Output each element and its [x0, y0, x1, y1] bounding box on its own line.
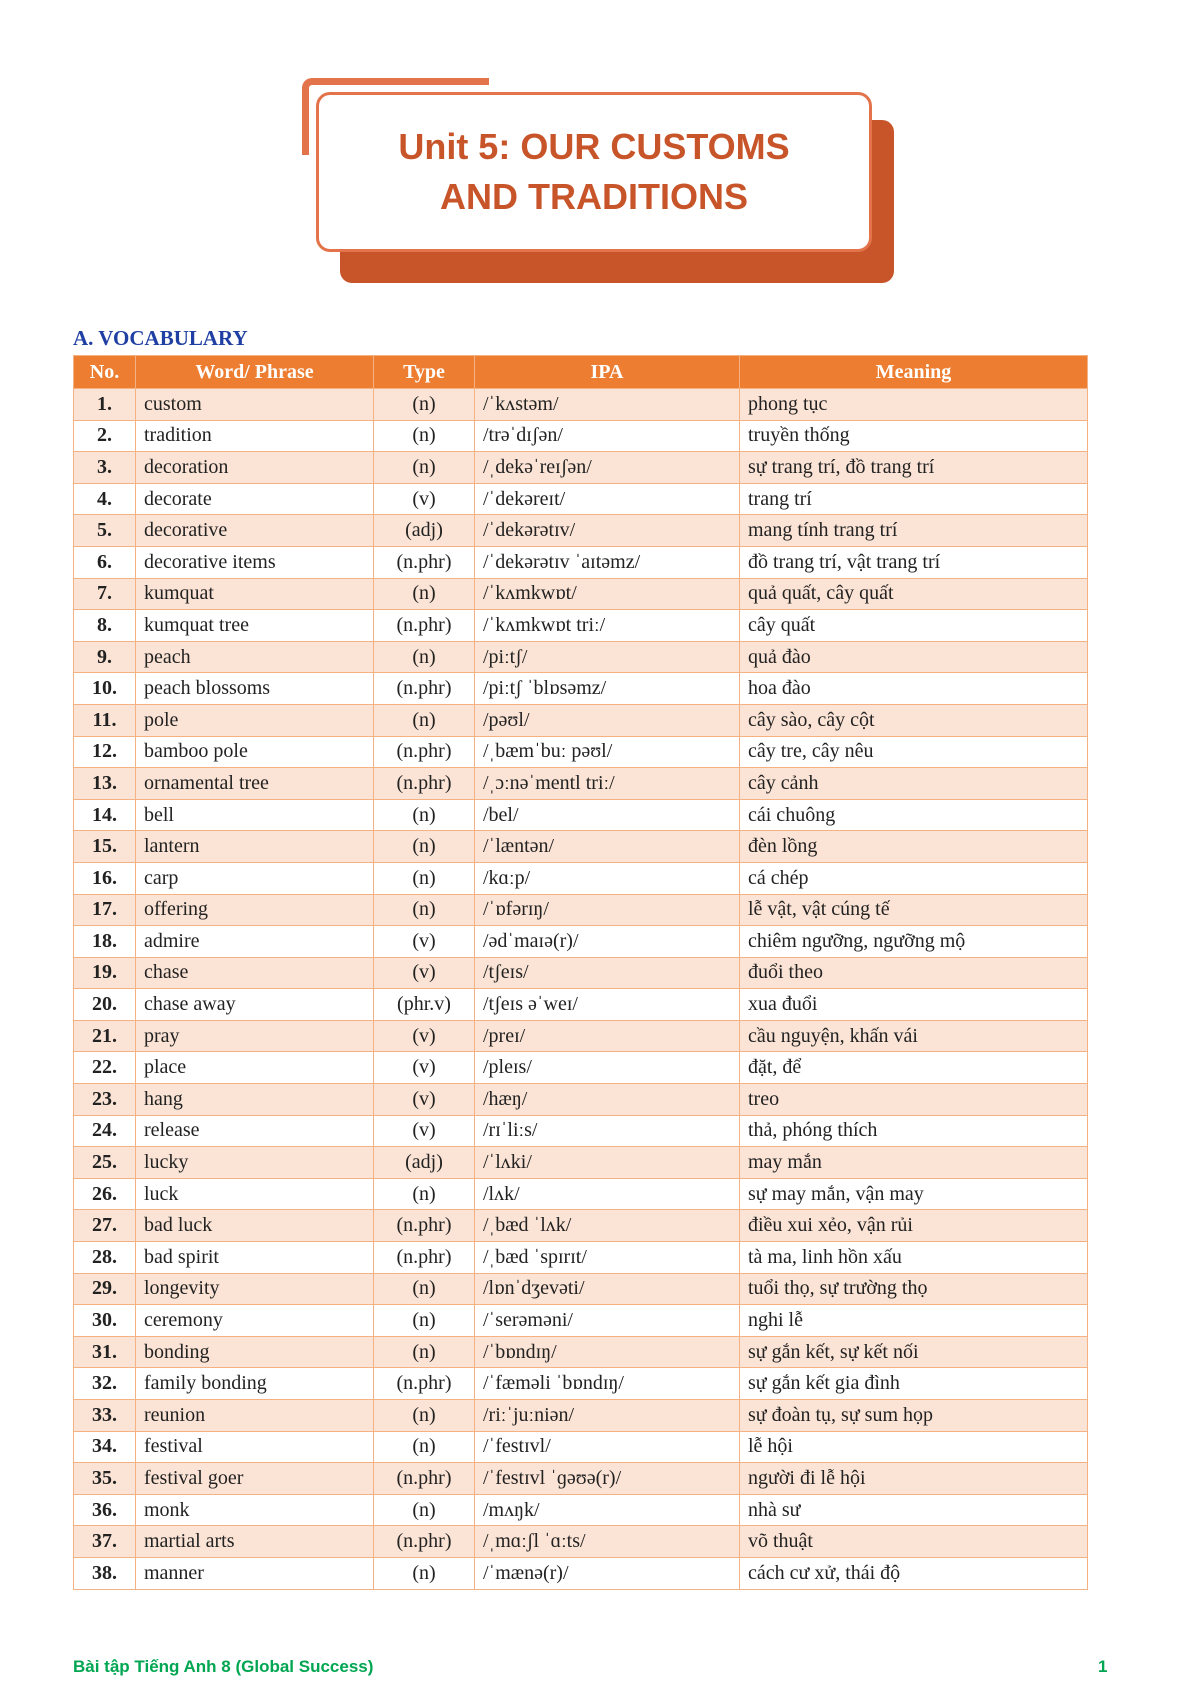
cell-ipa: /ˌbæmˈbuː pəʊl/: [475, 736, 740, 768]
cell-meaning: tuổi thọ, sự trường thọ: [740, 1273, 1088, 1305]
cell-word: peach blossoms: [136, 673, 374, 705]
cell-ipa: /ˈkʌmkwɒt/: [475, 578, 740, 610]
cell-ipa: /ədˈmaɪə(r)/: [475, 926, 740, 958]
table-row: [74, 420, 1088, 452]
table-row: [74, 926, 1088, 958]
cell-no: 5.: [74, 515, 136, 547]
cell-ipa: /trəˈdɪʃən/: [475, 420, 740, 452]
cell-no: 34.: [74, 1431, 136, 1463]
cell-type: (n): [374, 1178, 475, 1210]
cell-meaning: cá chép: [740, 862, 1088, 894]
table-header-row: [74, 356, 1088, 389]
cell-word: reunion: [136, 1400, 374, 1432]
cell-ipa: /ˈmænə(r)/: [475, 1557, 740, 1589]
vocabulary-table: [73, 355, 1088, 1590]
cell-ipa: /ˌbæd ˈspɪrɪt/: [475, 1242, 740, 1274]
cell-word: festival goer: [136, 1463, 374, 1495]
cell-meaning: đặt, để: [740, 1052, 1088, 1084]
cell-meaning: điều xui xẻo, vận rủi: [740, 1210, 1088, 1242]
cell-no: 4.: [74, 483, 136, 515]
cell-word: release: [136, 1115, 374, 1147]
cell-meaning: phong tục: [740, 389, 1088, 421]
cell-type: (adj): [374, 515, 475, 547]
column-header-no: No.: [74, 356, 136, 389]
cell-type: (n.phr): [374, 768, 475, 800]
column-header-meaning: Meaning: [740, 356, 1088, 389]
table-row: [74, 1526, 1088, 1558]
cell-ipa: /ˌbæd ˈlʌk/: [475, 1210, 740, 1242]
cell-meaning: cây sào, cây cột: [740, 704, 1088, 736]
cell-ipa: /ˈkʌmkwɒt triː/: [475, 610, 740, 642]
cell-no: 12.: [74, 736, 136, 768]
page-title: Unit 5: OUR CUSTOMS AND TRADITIONS: [398, 126, 790, 217]
cell-meaning: nghi lễ: [740, 1305, 1088, 1337]
cell-type: (n): [374, 1305, 475, 1337]
cell-ipa: /tʃeɪs əˈweɪ/: [475, 989, 740, 1021]
table-row: [74, 641, 1088, 673]
table-row: [74, 894, 1088, 926]
cell-ipa: /ˈlʌki/: [475, 1147, 740, 1179]
cell-word: chase: [136, 957, 374, 989]
cell-meaning: quả đào: [740, 641, 1088, 673]
cell-no: 30.: [74, 1305, 136, 1337]
cell-word: place: [136, 1052, 374, 1084]
table-row: [74, 673, 1088, 705]
cell-no: 19.: [74, 957, 136, 989]
table-row: [74, 1020, 1088, 1052]
cell-no: 36.: [74, 1494, 136, 1526]
cell-meaning: lễ hội: [740, 1431, 1088, 1463]
table-row: [74, 1557, 1088, 1589]
cell-type: (v): [374, 1084, 475, 1116]
cell-type: (n): [374, 452, 475, 484]
cell-type: (n.phr): [374, 1210, 475, 1242]
cell-ipa: /kɑːp/: [475, 862, 740, 894]
cell-type: (n.phr): [374, 610, 475, 642]
cell-type: (n): [374, 894, 475, 926]
table-row: [74, 1242, 1088, 1274]
table-row: [74, 1210, 1088, 1242]
cell-meaning: lễ vật, vật cúng tế: [740, 894, 1088, 926]
table-row: [74, 1400, 1088, 1432]
cell-word: carp: [136, 862, 374, 894]
footer-page-number: 1: [1098, 1657, 1108, 1676]
table-row: [74, 768, 1088, 800]
cell-no: 3.: [74, 452, 136, 484]
cell-word: bad luck: [136, 1210, 374, 1242]
cell-type: (n): [374, 1494, 475, 1526]
table-row: [74, 831, 1088, 863]
cell-no: 22.: [74, 1052, 136, 1084]
cell-no: 33.: [74, 1400, 136, 1432]
cell-no: 24.: [74, 1115, 136, 1147]
cell-meaning: sự đoàn tụ, sự sum họp: [740, 1400, 1088, 1432]
cell-meaning: may mắn: [740, 1147, 1088, 1179]
cell-type: (n.phr): [374, 1368, 475, 1400]
cell-ipa: /hæŋ/: [475, 1084, 740, 1116]
cell-ipa: /ˌɔːnəˈmentl triː/: [475, 768, 740, 800]
cell-type: (n.phr): [374, 546, 475, 578]
column-header-word: Word/ Phrase: [136, 356, 374, 389]
cell-ipa: /ˈlæntən/: [475, 831, 740, 863]
cell-ipa: /pəʊl/: [475, 704, 740, 736]
cell-meaning: nhà sư: [740, 1494, 1088, 1526]
cell-no: 21.: [74, 1020, 136, 1052]
cell-word: bonding: [136, 1336, 374, 1368]
cell-ipa: /ˈfestɪvl/: [475, 1431, 740, 1463]
cell-ipa: /ˈbɒndɪŋ/: [475, 1336, 740, 1368]
table-row: [74, 1273, 1088, 1305]
cell-ipa: /ˈdekəreɪt/: [475, 483, 740, 515]
cell-meaning: sự gắn kết gia đình: [740, 1368, 1088, 1400]
cell-type: (n): [374, 420, 475, 452]
cell-word: offering: [136, 894, 374, 926]
table-row: [74, 389, 1088, 421]
cell-type: (n): [374, 862, 475, 894]
cell-ipa: /pleɪs/: [475, 1052, 740, 1084]
cell-meaning: quả quất, cây quất: [740, 578, 1088, 610]
cell-no: 32.: [74, 1368, 136, 1400]
table-row: [74, 862, 1088, 894]
cell-no: 37.: [74, 1526, 136, 1558]
cell-word: decorative: [136, 515, 374, 547]
table-row: [74, 546, 1088, 578]
cell-ipa: /lɒnˈdʒevəti/: [475, 1273, 740, 1305]
cell-word: admire: [136, 926, 374, 958]
cell-no: 6.: [74, 546, 136, 578]
cell-no: 17.: [74, 894, 136, 926]
cell-no: 28.: [74, 1242, 136, 1274]
cell-word: family bonding: [136, 1368, 374, 1400]
table-row: [74, 1463, 1088, 1495]
cell-type: (n.phr): [374, 1526, 475, 1558]
cell-meaning: thả, phóng thích: [740, 1115, 1088, 1147]
cell-no: 1.: [74, 389, 136, 421]
cell-ipa: /ˈɒfərɪŋ/: [475, 894, 740, 926]
cell-word: festival: [136, 1431, 374, 1463]
cell-meaning: truyền thống: [740, 420, 1088, 452]
cell-no: 16.: [74, 862, 136, 894]
cell-meaning: hoa đào: [740, 673, 1088, 705]
cell-type: (n): [374, 1273, 475, 1305]
cell-no: 15.: [74, 831, 136, 863]
cell-meaning: người đi lễ hội: [740, 1463, 1088, 1495]
table-row: [74, 704, 1088, 736]
cell-word: monk: [136, 1494, 374, 1526]
table-row: [74, 1147, 1088, 1179]
cell-no: 23.: [74, 1084, 136, 1116]
cell-word: peach: [136, 641, 374, 673]
cell-meaning: mang tính trang trí: [740, 515, 1088, 547]
table-row: [74, 1431, 1088, 1463]
cell-ipa: /ˈdekərətɪv ˈaɪtəmz/: [475, 546, 740, 578]
cell-no: 38.: [74, 1557, 136, 1589]
cell-no: 29.: [74, 1273, 136, 1305]
cell-type: (n): [374, 831, 475, 863]
cell-meaning: sự may mắn, vận may: [740, 1178, 1088, 1210]
cell-type: (v): [374, 483, 475, 515]
cell-ipa: /riːˈjuːniən/: [475, 1400, 740, 1432]
cell-word: tradition: [136, 420, 374, 452]
cell-type: (adj): [374, 1147, 475, 1179]
cell-word: decorative items: [136, 546, 374, 578]
cell-meaning: cây tre, cây nêu: [740, 736, 1088, 768]
cell-meaning: võ thuật: [740, 1526, 1088, 1558]
cell-type: (n.phr): [374, 1463, 475, 1495]
table-row: [74, 1368, 1088, 1400]
cell-word: lantern: [136, 831, 374, 863]
cell-type: (n.phr): [374, 1242, 475, 1274]
cell-type: (v): [374, 1115, 475, 1147]
table-row: [74, 578, 1088, 610]
table-row: [74, 1115, 1088, 1147]
cell-type: (n): [374, 578, 475, 610]
cell-no: 8.: [74, 610, 136, 642]
cell-meaning: treo: [740, 1084, 1088, 1116]
cell-word: kumquat tree: [136, 610, 374, 642]
table-row: [74, 452, 1088, 484]
table-row: [74, 1336, 1088, 1368]
cell-word: longevity: [136, 1273, 374, 1305]
column-header-ipa: IPA: [475, 356, 740, 389]
cell-meaning: cây quất: [740, 610, 1088, 642]
table-row: [74, 957, 1088, 989]
cell-ipa: /ˌdekəˈreɪʃən/: [475, 452, 740, 484]
cell-type: (v): [374, 1052, 475, 1084]
table-row: [74, 736, 1088, 768]
cell-meaning: sự trang trí, đồ trang trí: [740, 452, 1088, 484]
table-row: [74, 483, 1088, 515]
cell-no: 7.: [74, 578, 136, 610]
cell-meaning: xua đuổi: [740, 989, 1088, 1021]
cell-ipa: /ˈkʌstəm/: [475, 389, 740, 421]
cell-word: decorate: [136, 483, 374, 515]
cell-no: 18.: [74, 926, 136, 958]
cell-ipa: /ˈfestɪvl ˈɡəʊə(r)/: [475, 1463, 740, 1495]
cell-word: hang: [136, 1084, 374, 1116]
cell-type: (n): [374, 389, 475, 421]
cell-meaning: đèn lồng: [740, 831, 1088, 863]
cell-type: (n): [374, 1431, 475, 1463]
cell-ipa: /preɪ/: [475, 1020, 740, 1052]
cell-word: lucky: [136, 1147, 374, 1179]
cell-type: (n): [374, 1336, 475, 1368]
cell-word: martial arts: [136, 1526, 374, 1558]
title-box: [316, 92, 872, 252]
cell-meaning: tà ma, linh hồn xấu: [740, 1242, 1088, 1274]
cell-type: (n): [374, 1400, 475, 1432]
cell-word: bamboo pole: [136, 736, 374, 768]
table-row: [74, 1052, 1088, 1084]
cell-type: (n.phr): [374, 736, 475, 768]
cell-meaning: đuổi theo: [740, 957, 1088, 989]
cell-no: 20.: [74, 989, 136, 1021]
cell-ipa: /lʌk/: [475, 1178, 740, 1210]
cell-meaning: cái chuông: [740, 799, 1088, 831]
cell-word: pole: [136, 704, 374, 736]
cell-meaning: trang trí: [740, 483, 1088, 515]
cell-ipa: /ˈfæməli ˈbɒndɪŋ/: [475, 1368, 740, 1400]
table-row: [74, 515, 1088, 547]
column-header-type: Type: [374, 356, 475, 389]
cell-type: (v): [374, 1020, 475, 1052]
cell-ipa: /tʃeɪs/: [475, 957, 740, 989]
cell-ipa: /mʌŋk/: [475, 1494, 740, 1526]
cell-no: 25.: [74, 1147, 136, 1179]
cell-word: pray: [136, 1020, 374, 1052]
cell-ipa: /bel/: [475, 799, 740, 831]
table-row: [74, 1084, 1088, 1116]
cell-no: 14.: [74, 799, 136, 831]
cell-word: decoration: [136, 452, 374, 484]
cell-meaning: sự gắn kết, sự kết nối: [740, 1336, 1088, 1368]
cell-type: (n): [374, 704, 475, 736]
title-banner: [302, 78, 894, 283]
cell-ipa: /ˌmɑːʃl ˈɑːts/: [475, 1526, 740, 1558]
cell-ipa: /piːtʃ ˈblɒsəmz/: [475, 673, 740, 705]
cell-word: custom: [136, 389, 374, 421]
cell-no: 31.: [74, 1336, 136, 1368]
cell-no: 2.: [74, 420, 136, 452]
cell-word: ceremony: [136, 1305, 374, 1337]
cell-word: luck: [136, 1178, 374, 1210]
cell-word: manner: [136, 1557, 374, 1589]
cell-no: 35.: [74, 1463, 136, 1495]
table-row: [74, 610, 1088, 642]
cell-type: (v): [374, 926, 475, 958]
cell-meaning: cầu nguyện, khấn vái: [740, 1020, 1088, 1052]
cell-ipa: /rɪˈliːs/: [475, 1115, 740, 1147]
cell-type: (n): [374, 641, 475, 673]
cell-meaning: đồ trang trí, vật trang trí: [740, 546, 1088, 578]
table-row: [74, 799, 1088, 831]
cell-word: bell: [136, 799, 374, 831]
cell-word: ornamental tree: [136, 768, 374, 800]
cell-type: (n.phr): [374, 673, 475, 705]
cell-type: (v): [374, 957, 475, 989]
table-row: [74, 1305, 1088, 1337]
cell-type: (n): [374, 1557, 475, 1589]
cell-meaning: chiêm ngưỡng, ngưỡng mộ: [740, 926, 1088, 958]
cell-type: (n): [374, 799, 475, 831]
cell-ipa: /piːtʃ/: [475, 641, 740, 673]
cell-type: (phr.v): [374, 989, 475, 1021]
cell-no: 9.: [74, 641, 136, 673]
cell-no: 26.: [74, 1178, 136, 1210]
section-heading: A. VOCABULARY: [73, 326, 248, 350]
cell-ipa: /ˈdekərətɪv/: [475, 515, 740, 547]
cell-no: 13.: [74, 768, 136, 800]
table-row: [74, 989, 1088, 1021]
cell-ipa: /ˈserəməni/: [475, 1305, 740, 1337]
cell-no: 10.: [74, 673, 136, 705]
table-body: [74, 389, 1088, 1590]
cell-word: chase away: [136, 989, 374, 1021]
cell-no: 27.: [74, 1210, 136, 1242]
table-row: [74, 1178, 1088, 1210]
cell-no: 11.: [74, 704, 136, 736]
cell-meaning: cây cảnh: [740, 768, 1088, 800]
cell-word: kumquat: [136, 578, 374, 610]
footer-book-title: Bài tập Tiếng Anh 8 (Global Success): [73, 1657, 374, 1676]
cell-meaning: cách cư xử, thái độ: [740, 1557, 1088, 1589]
cell-word: bad spirit: [136, 1242, 374, 1274]
table-row: [74, 1494, 1088, 1526]
